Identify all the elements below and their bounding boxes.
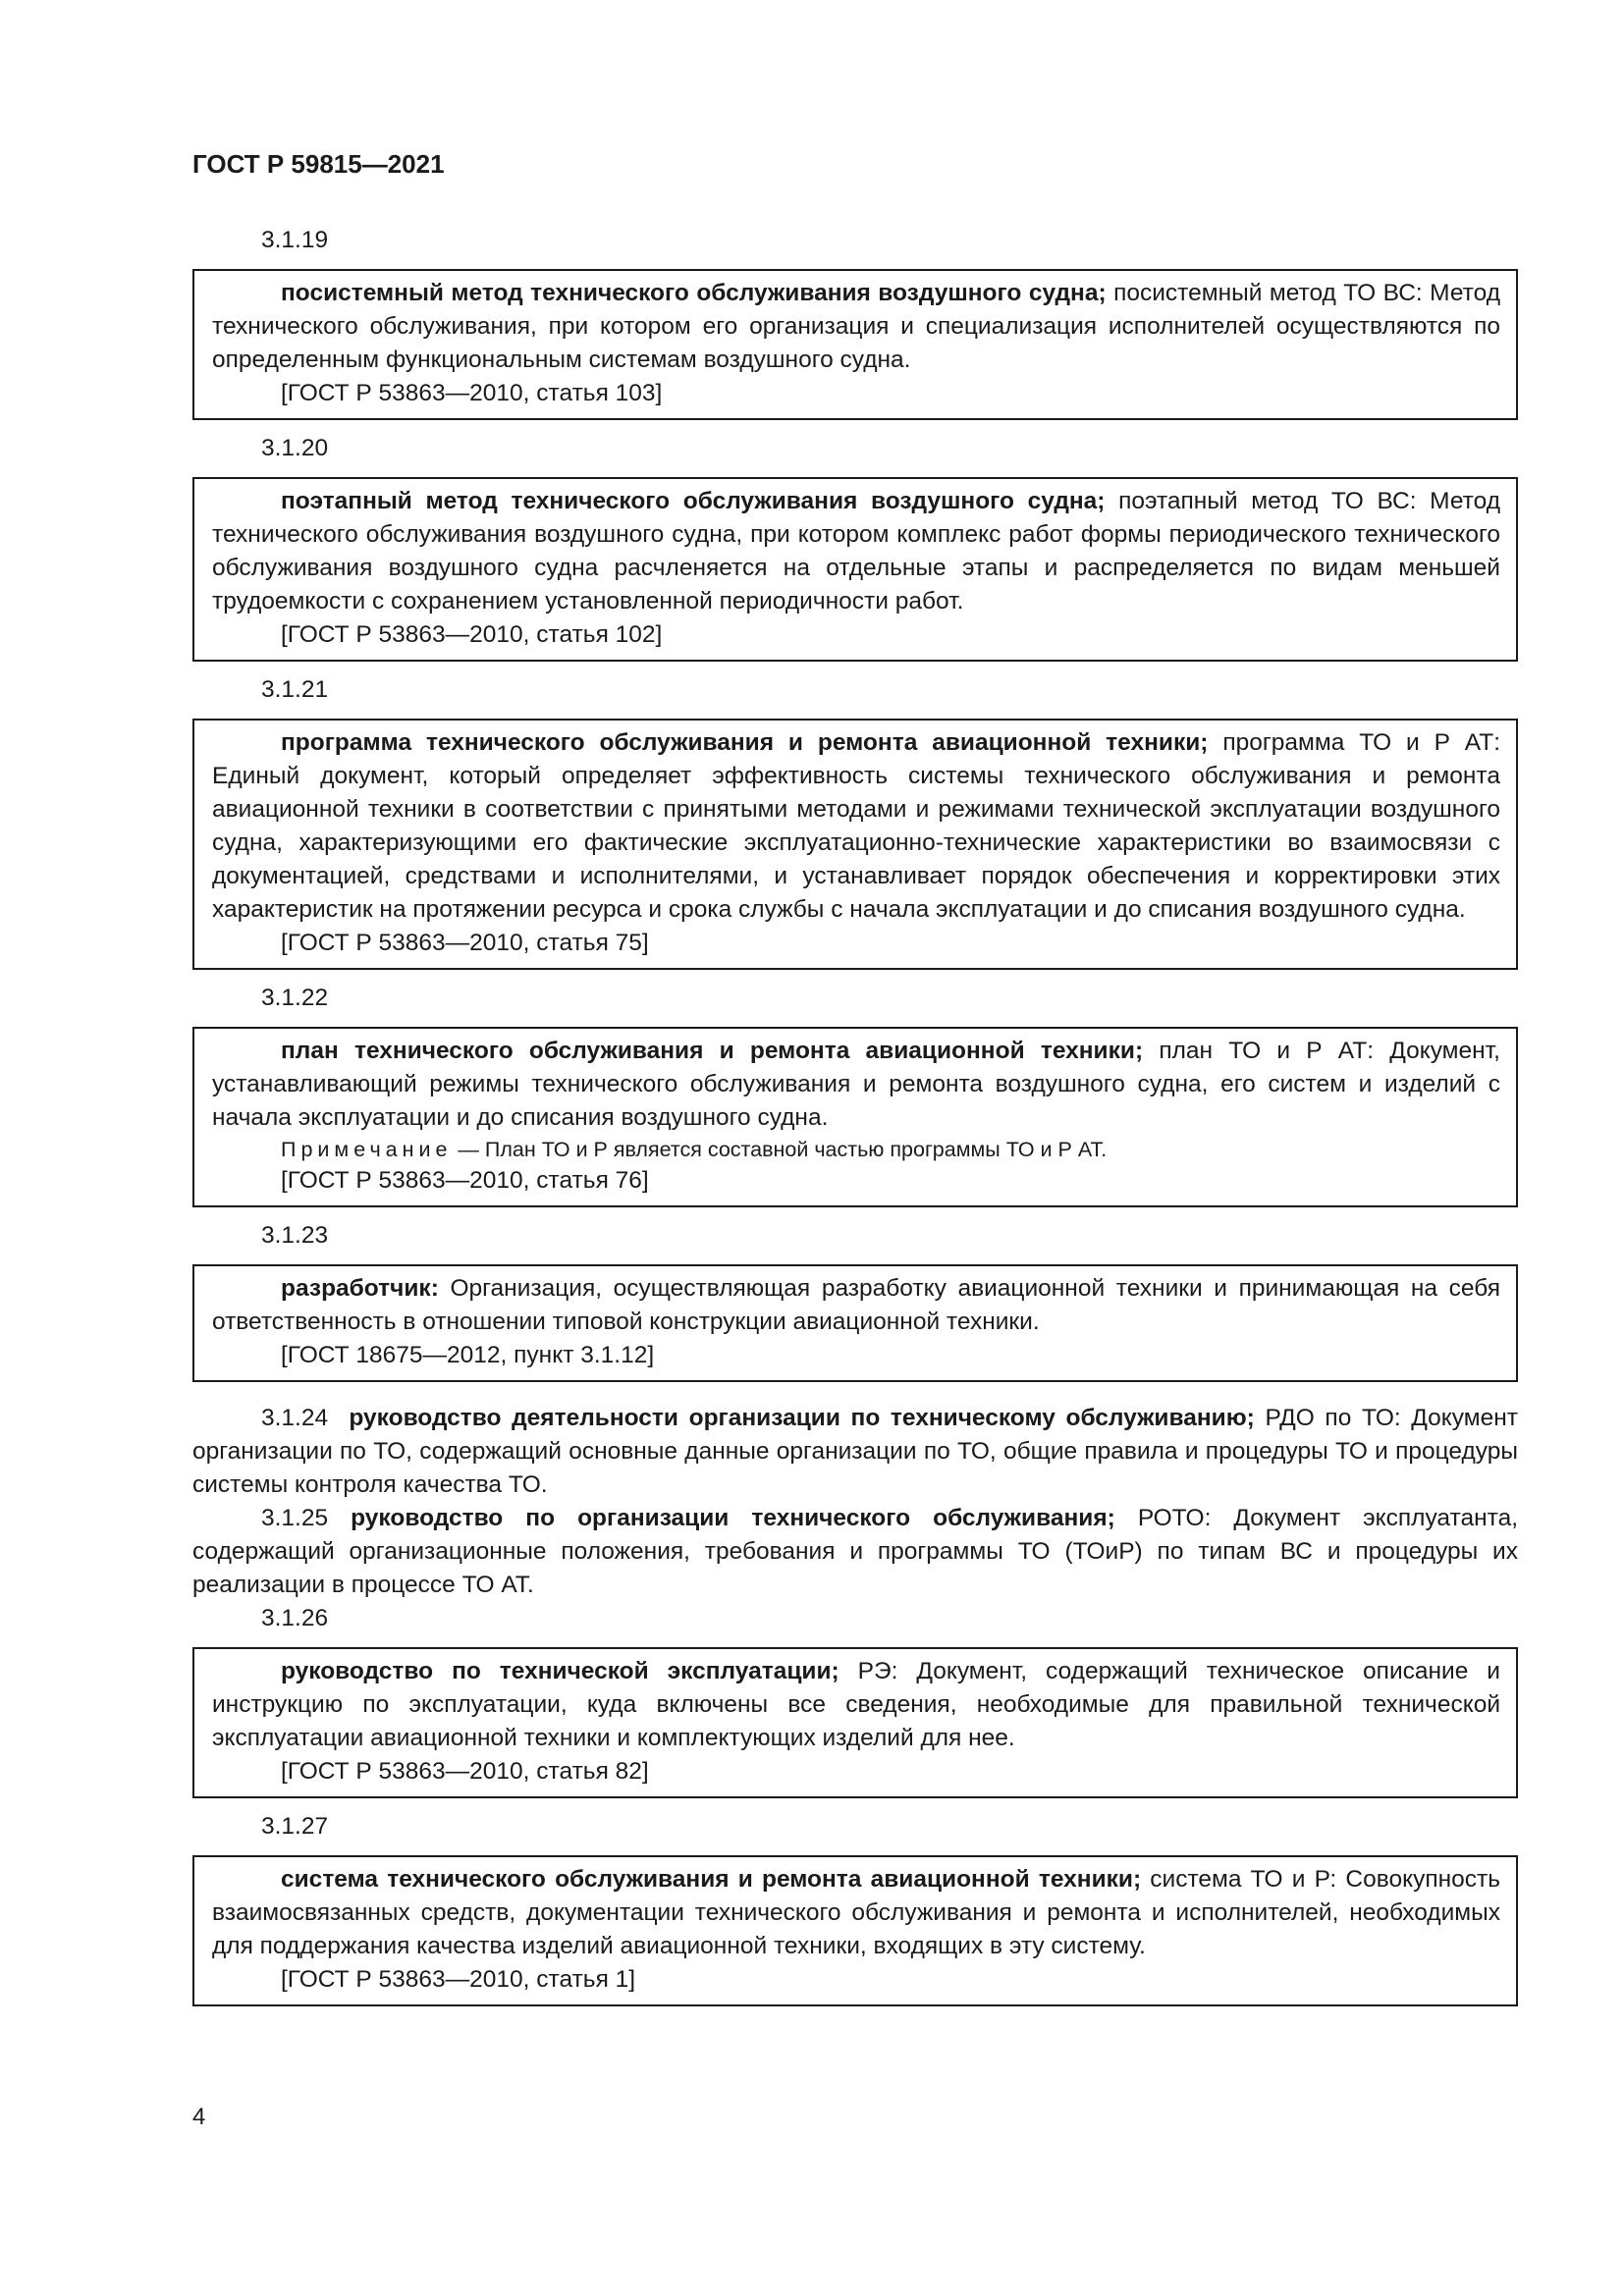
term-text: посистемный метод ТО ВС: Метод технического обслуживания, при котором его организация и специализация исполнителей осуществляются по определенным функциональным системам воздушного судна.: [212, 280, 1500, 373]
term-text: система ТО и Р: Совокупность взаимосвязанных средств, документации технического обслуживания и ремонта и исполнителей, необходимых для поддержания качества изделий авиационной техники, входящих в эту систему.: [212, 1866, 1500, 1959]
term-text: программа ТО и Р АТ: Единый документ, который определяет эффективность системы технического обслуживания и ремонта авиационной техники в соответствии с принятыми методами и режимами технической эксплуатации воздушного судна, характеризующими его фактические эксплуатационно-технические характеристики во взаимосвязи с документацией, средствами и исполнителями, и устанавливает порядок обеспечения и корректировки этих характеристик на протяжении ресурса и срока службы с начала эксплуатации и до списания воздушного судна.: [212, 729, 1501, 923]
term-number: 3.1.23: [261, 1222, 329, 1249]
term-text: РЭ: Документ, содержащий техническое описание и инструкцию по эксплуатации, куда включены все сведения, необходимые для правильной технической эксплуатации авиационной техники и комплектующих изделий для нее.: [212, 1658, 1500, 1751]
term-note: [212, 1135, 1500, 1164]
term-box: [192, 1027, 1518, 1207]
term-definition: [212, 1272, 1500, 1339]
document-header: ГОСТ Р 59815—2021: [192, 149, 445, 179]
term-definition: [212, 485, 1500, 618]
term-number: 3.1.25: [261, 1505, 329, 1531]
term-source: [ГОСТ Р 53863—2010, статья 76]: [281, 1167, 649, 1194]
term-number: 3.1.19: [261, 227, 329, 253]
term-box: [192, 1264, 1518, 1382]
term-name: разработчик:: [281, 1275, 439, 1302]
term-text: Организация, осуществляющая разработку авиационной техники и принимающая на себя ответственность в отношении типовой конструкции авиационной техники.: [212, 1275, 1500, 1335]
plain-term: [192, 1502, 1518, 1602]
term-name: программа технического обслуживания и ремонта авиационной техники;: [281, 729, 1209, 756]
term-box: [192, 477, 1518, 662]
note-label: Примечание: [281, 1138, 453, 1161]
term-source: [ГОСТ Р 53863—2010, статья 1]: [281, 1966, 636, 1993]
term-text: план ТО и Р АТ: Документ, устанавливающий режимы технического обслуживания и ремонта воздушного судна, его систем и изделий с начала эксплуатации и до списания воздушного судна.: [212, 1038, 1500, 1131]
term-name: поэтапный метод технического обслуживания воздушного судна;: [281, 488, 1106, 514]
term-source: [ГОСТ Р 53863—2010, статья 102]: [281, 621, 663, 648]
term-box: [192, 1647, 1518, 1798]
term-number: 3.1.21: [261, 676, 329, 703]
term-source: [ГОСТ Р 53863—2010, статья 75]: [281, 930, 649, 956]
term-name: система технического обслуживания и ремонта авиационной техники;: [281, 1866, 1142, 1893]
term-definition: [212, 1863, 1500, 1963]
term-name: руководство по организации технического обслуживания;: [351, 1505, 1115, 1531]
term-number: 3.1.20: [261, 435, 329, 461]
plain-term: [192, 1402, 1518, 1502]
note-text: — План ТО и Р является составной частью программы ТО и Р АТ.: [452, 1138, 1108, 1161]
page-number: 4: [192, 2104, 206, 2130]
term-number: 3.1.27: [261, 1813, 329, 1840]
term-box: [192, 1855, 1518, 2006]
term-name: руководство деятельности организации по техническому обслуживанию;: [349, 1405, 1255, 1431]
term-text: РДО по ТО: Документ организации по ТО, содержащий основные данные организации по ТО, общие правила и процедуры ТО и процедуры системы контроля качества ТО.: [192, 1405, 1518, 1498]
term-source: [ГОСТ Р 53863—2010, статья 82]: [281, 1758, 649, 1785]
term-number: 3.1.26: [261, 1605, 329, 1631]
term-box: [192, 269, 1518, 420]
term-definition: [212, 726, 1500, 927]
term-source: [ГОСТ 18675—2012, пункт 3.1.12]: [281, 1342, 655, 1368]
term-name: план технического обслуживания и ремонта авиационной техники;: [281, 1038, 1144, 1064]
term-definition: [212, 1655, 1500, 1755]
term-number: 3.1.22: [261, 985, 329, 1011]
term-text: РОТО: Документ эксплуатанта, содержащий организационные положения, требования и программы ТО (ТОиР) по типам ВС и процедуры их реализации в процессе ТО АТ.: [192, 1505, 1518, 1598]
document-body: [192, 224, 1518, 2006]
plain-terms: [192, 1402, 1518, 1602]
term-source: [ГОСТ Р 53863—2010, статья 103]: [281, 380, 663, 406]
term-definition: [212, 1035, 1500, 1135]
term-definition: [212, 277, 1500, 377]
term-number: 3.1.24: [261, 1405, 329, 1431]
term-text: поэтапный метод ТО ВС: Метод технического обслуживания воздушного судна, при котором комплекс работ формы периодического технического обслуживания воздушного судна расчленяется на отдельные этапы и распределяется по видам меньшей трудоемкости с сохранением установленной периодичности работ.: [212, 488, 1500, 614]
term-name: руководство по технической эксплуатации;: [281, 1658, 839, 1684]
term-box: [192, 719, 1518, 970]
term-name: посистемный метод технического обслуживания воздушного судна;: [281, 280, 1107, 306]
